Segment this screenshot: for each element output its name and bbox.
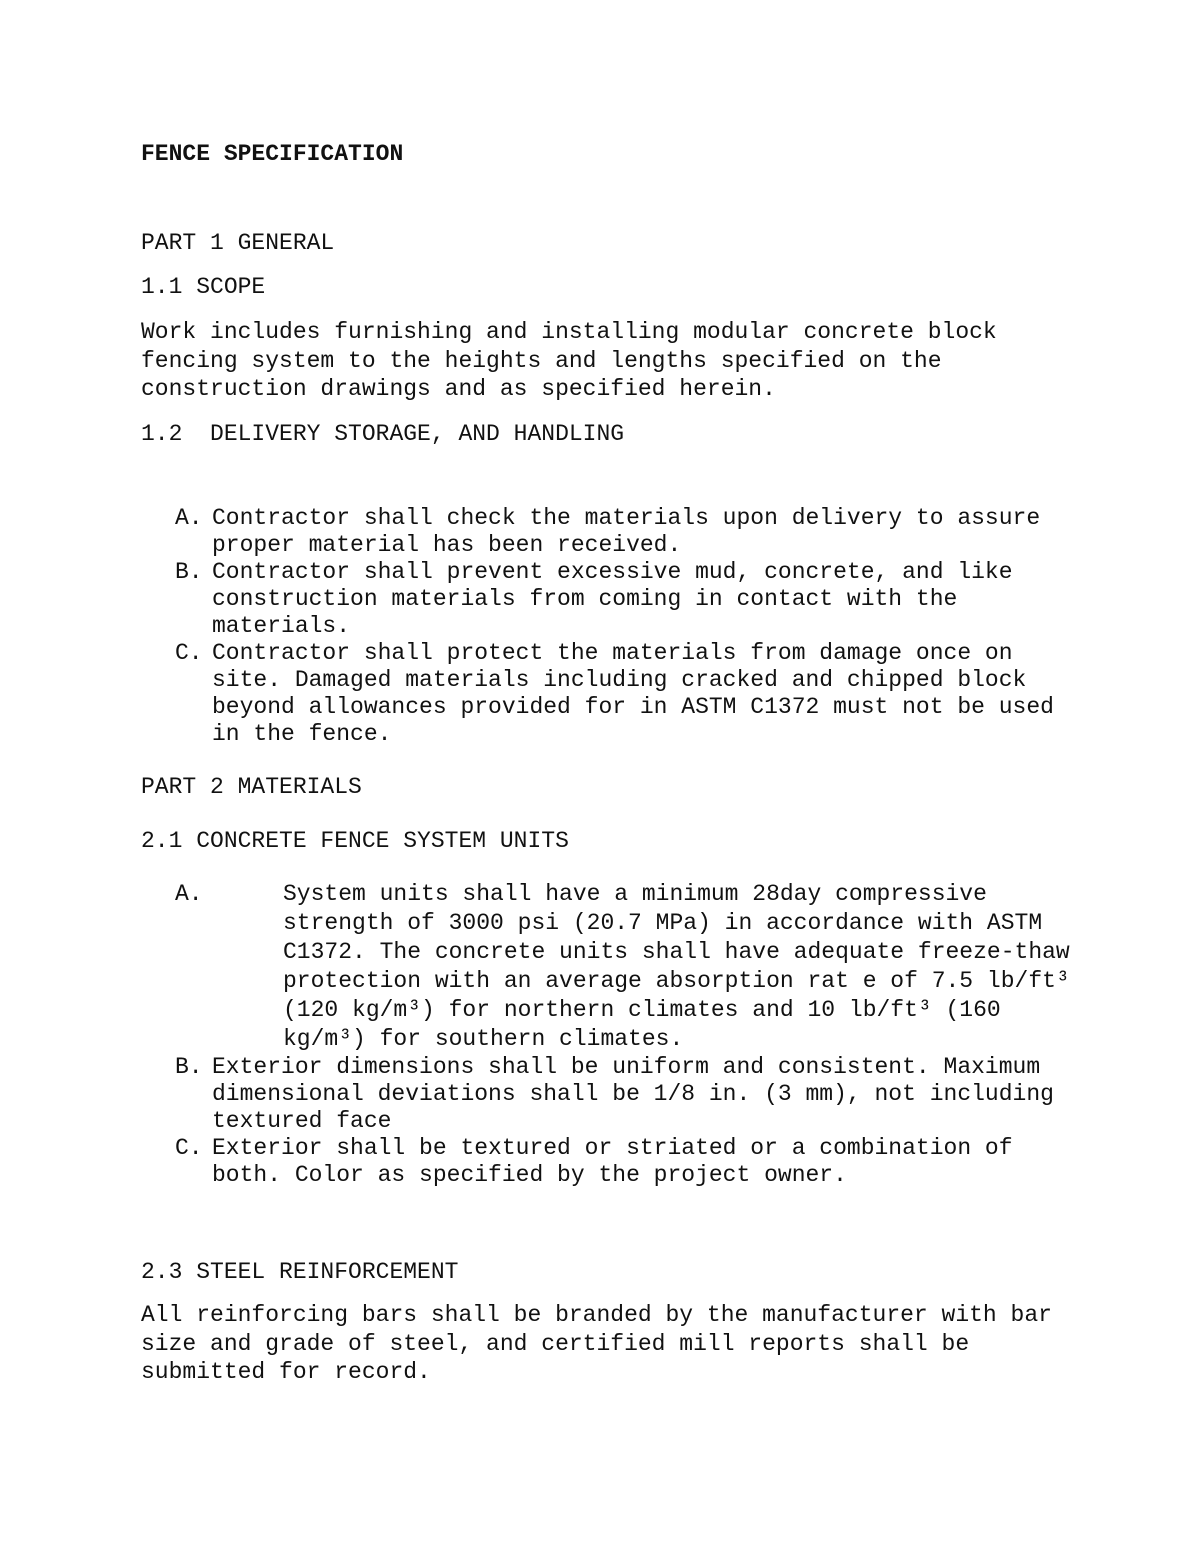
section-1-1-body: Work includes furnishing and installing modular concrete block fencing system to the heights and lengths specified on the construction drawings and as specified herein. <box>141 319 997 402</box>
section-2-3-heading: 2.3 STEEL REINFORCEMENT <box>141 1259 459 1285</box>
section-2-3-body: All reinforcing bars shall be branded by the manufacturer with bar size and grade of steel, and certified mill reports shall be submitted for record. <box>141 1302 1052 1385</box>
list-item <box>141 880 1093 1054</box>
list-marker: A. <box>175 881 203 907</box>
section-1-1-heading: 1.1 SCOPE <box>141 274 266 300</box>
list-item <box>141 1054 1092 1135</box>
units-list <box>141 880 1101 1189</box>
list-item-text: Contractor shall protect the materials from damage once on site. Damaged materials including cracked and chipped block beyond allowances provided for in ASTM C1372 must not be used in the fence. <box>212 640 1054 747</box>
list-marker: B. <box>175 559 203 585</box>
list-item <box>141 1135 1092 1189</box>
section-2-1-heading: 2.1 CONCRETE FENCE SYSTEM UNITS <box>141 828 569 854</box>
section-1-2-heading: 1.2 DELIVERY STORAGE, AND HANDLING <box>141 421 625 447</box>
list-marker: A. <box>175 505 203 531</box>
part2-heading: PART 2 MATERIALS <box>141 774 362 800</box>
list-item-text: Exterior shall be textured or striated or a combination of both. Color as specified by the project owner. <box>212 1135 1013 1188</box>
list-marker: C. <box>175 1135 203 1161</box>
list-item <box>141 505 1092 559</box>
list-item-text: Contractor shall prevent excessive mud, concrete, and like construction materials from coming in contact with the materials. <box>212 559 1013 639</box>
part1-heading: PART 1 GENERAL <box>141 230 335 256</box>
list-marker: C. <box>175 640 203 666</box>
list-item-text: Contractor shall check the materials upon delivery to assure proper material has been received. <box>212 505 1041 558</box>
list-item <box>141 559 1092 640</box>
list-item-text: Exterior dimensions shall be uniform and consistent. Maximum dimensional deviations shall be 1/8 in. (3 mm), not including textured face <box>212 1054 1054 1134</box>
list-item <box>141 640 1092 748</box>
document-title: FENCE SPECIFICATION <box>141 141 404 167</box>
delivery-list <box>141 505 1101 748</box>
list-marker: B. <box>175 1054 203 1080</box>
list-item-text: System units shall have a minimum 28day compressive strength of 3000 psi (20.7 MPa) in accordance with ASTM C1372. The concrete units shall have adequate freeze-thaw protection with an average absorption rat e of 7.5 lb/ft³ (120 kg/m³) for northern climates and 10 lb/ft³ (160 kg/m³) for southern climates. <box>283 881 1070 1052</box>
